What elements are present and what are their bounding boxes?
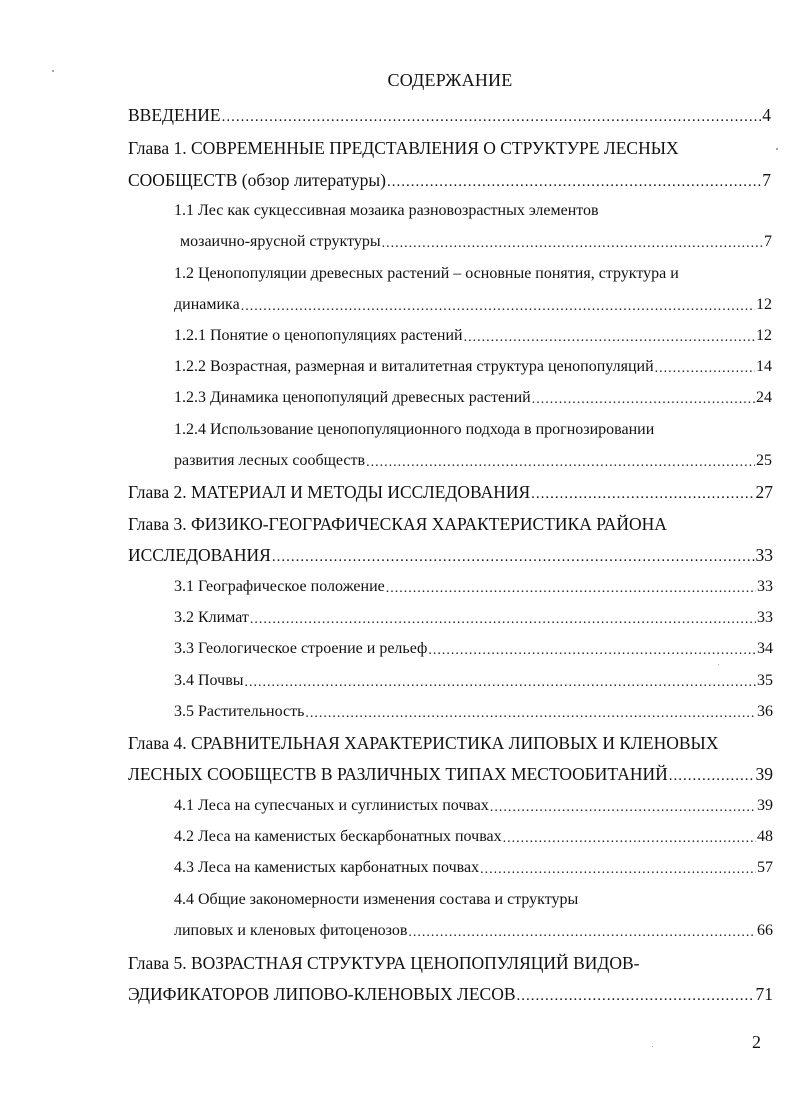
toc-entry-text: СООБЩЕСТВ (обзор литературы)	[128, 170, 386, 190]
toc-entry-page: 12	[756, 327, 772, 344]
toc-leader-dots	[305, 704, 756, 724]
toc-entry-section-3-5	[174, 700, 773, 724]
toc-entry-page: 57	[757, 859, 773, 876]
toc-entry-page: 39	[755, 764, 773, 784]
toc-entry-page: 12	[756, 296, 772, 313]
toc-entry-text: динамика	[174, 296, 240, 313]
toc-leader-dots	[386, 579, 756, 599]
toc-section-1-2-line1: 1.2 Ценопопуляции древесных растений – основные понятия, структура и	[174, 265, 679, 282]
toc-leader-dots	[428, 641, 756, 661]
toc-entry-chapter-5	[128, 982, 773, 1006]
toc-leader-dots	[490, 798, 756, 818]
toc-section-4-4-line1: 4.4 Общие закономерности изменения состава и структуры	[174, 891, 579, 908]
toc-entry-page: 33	[755, 545, 773, 565]
toc-entry-text: 3.3 Геологическое строение и рельеф	[174, 640, 428, 657]
toc-entry-text: 4.3 Леса на каменистых карбонатных почвах	[174, 859, 480, 876]
toc-entry-page: 7	[764, 233, 772, 250]
toc-entry-text: 4.2 Леса на каменистых бескарбонатных почвах	[174, 828, 502, 845]
toc-entry-text: мозаично-ярусной структуры	[180, 233, 381, 250]
toc-entry-section-1-2-1	[174, 324, 772, 348]
page-number: 2	[752, 1032, 761, 1052]
toc-entry-page: 33	[757, 578, 773, 595]
toc-entry-text: 3.1 Географическое положение	[174, 578, 385, 595]
toc-section-1-1-line1: 1.1 Лес как сукцессивная мозаика разновозрастных элементов	[174, 202, 599, 219]
toc-leader-dots	[272, 547, 755, 567]
toc-leader-dots	[655, 359, 755, 379]
toc-entry-page: 39	[757, 797, 773, 814]
toc-entry-section-4-3	[174, 856, 773, 880]
toc-entry-section-3-4	[174, 669, 773, 693]
toc-leader-dots	[408, 923, 756, 943]
toc-entry-chapter-3	[128, 543, 773, 567]
toc-entry-section-1-2-3	[174, 386, 772, 410]
toc-entry-text: 1.2.1 Понятие о ценопопуляциях растений	[174, 327, 463, 344]
toc-chapter-5-line1: Глава 5. ВОЗРАСТНАЯ СТРУКТУРА ЦЕНОПОПУЛЯЦИЙ ВИДОВ-	[128, 953, 640, 973]
toc-leader-dots	[382, 234, 763, 254]
scan-speck	[652, 1046, 653, 1047]
toc-entry-text: липовых и кленовых фитоценозов	[174, 922, 408, 939]
toc-leader-dots	[250, 610, 756, 630]
toc-leader-dots	[387, 172, 761, 192]
toc-entry-text: ИССЛЕДОВАНИЯ	[128, 545, 271, 565]
toc-entry-section-1-1	[180, 230, 772, 254]
toc-entry-text: 3.4 Почвы	[174, 672, 244, 689]
toc-entry-page: 14	[756, 358, 772, 375]
toc-entry-text: развития лесных сообществ	[174, 452, 366, 469]
toc-entry-section-3-1	[174, 575, 773, 599]
toc-entry-introduction	[128, 103, 771, 127]
toc-entry-page: 4	[762, 105, 771, 125]
scan-speck	[52, 70, 54, 72]
toc-entry-text: 4.1 Леса на супесчаных и суглинистых почвах	[174, 797, 489, 814]
toc-leader-dots	[245, 673, 757, 693]
toc-chapter-3-line1: Глава 3. ФИЗИКО-ГЕОГРАФИЧЕСКАЯ ХАРАКТЕРИСТИКА РАЙОНА	[128, 514, 667, 534]
toc-entry-text: 1.2.3 Динамика ценопопуляций древесных растений	[174, 389, 531, 406]
toc-leader-dots	[464, 328, 755, 348]
toc-entry-page: 34	[757, 640, 773, 657]
toc-leader-dots	[517, 986, 755, 1006]
toc-entry-text: 1.2.2 Возрастная, размерная и виталитетная структура ценопопуляций	[174, 358, 654, 375]
toc-entry-page: 71	[755, 984, 773, 1004]
toc-leader-dots	[241, 297, 755, 317]
toc-entry-chapter-2	[128, 480, 773, 504]
toc-entry-section-3-2	[174, 606, 773, 630]
toc-entry-text: ВВЕДЕНИЕ	[128, 105, 221, 125]
toc-entry-text: 3.5 Растительность	[174, 703, 305, 720]
toc-entry-page: 35	[757, 672, 773, 689]
toc-entry-chapter-1	[128, 168, 771, 192]
toc-entry-section-4-2	[174, 825, 773, 849]
page-title: СОДЕРЖАНИЕ	[387, 70, 513, 90]
toc-leader-dots	[366, 453, 755, 473]
toc-entry-text: ЛЕСНЫХ СООБЩЕСТВ В РАЗЛИЧНЫХ ТИПАХ МЕСТООБИТАНИЙ	[128, 764, 668, 784]
toc-entry-section-1-2-4	[174, 449, 772, 473]
toc-entry-chapter-4	[128, 762, 773, 786]
toc-entry-text: Глава 2. МАТЕРИАЛ И МЕТОДЫ ИССЛЕДОВАНИЯ	[128, 482, 531, 502]
toc-entry-section-1-2	[174, 293, 772, 317]
scan-speck	[776, 148, 778, 150]
toc-leader-dots	[532, 390, 755, 410]
toc-entry-section-3-3	[174, 637, 773, 661]
toc-entry-text: 3.2 Климат	[174, 609, 249, 626]
toc-entry-text: ЭДИФИКАТОРОВ ЛИПОВО-КЛЕНОВЫХ ЛЕСОВ	[128, 984, 516, 1004]
toc-entry-section-1-2-2	[174, 355, 772, 379]
toc-section-1-2-4-line1: 1.2.4 Использование ценопопуляционного подхода в прогнозировании	[174, 421, 655, 438]
toc-leader-dots	[503, 829, 756, 849]
toc-entry-page: 33	[757, 609, 773, 626]
toc-entry-section-4-4	[174, 919, 773, 943]
toc-entry-page: 27	[755, 482, 773, 502]
toc-entry-page: 48	[757, 828, 773, 845]
toc-chapter-4-line1: Глава 4. СРАВНИТЕЛЬНАЯ ХАРАКТЕРИСТИКА ЛИПОВЫХ И КЛЕНОВЫХ	[128, 733, 719, 753]
toc-chapter-1-line1: Глава 1. СОВРЕМЕННЫЕ ПРЕДСТАВЛЕНИЯ О СТРУКТУРЕ ЛЕСНЫХ	[128, 138, 679, 158]
toc-leader-dots	[480, 860, 756, 880]
toc-leader-dots	[222, 107, 762, 127]
toc-entry-section-4-1	[174, 794, 773, 818]
toc-entry-page: 66	[757, 922, 773, 939]
toc-entry-page: 7	[762, 170, 771, 190]
toc-leader-dots	[531, 484, 754, 504]
toc-entry-page: 36	[757, 703, 773, 720]
toc-entry-page: 24	[756, 389, 772, 406]
toc-leader-dots	[669, 766, 755, 786]
toc-entry-page: 25	[756, 452, 772, 469]
scan-speck	[718, 664, 719, 665]
